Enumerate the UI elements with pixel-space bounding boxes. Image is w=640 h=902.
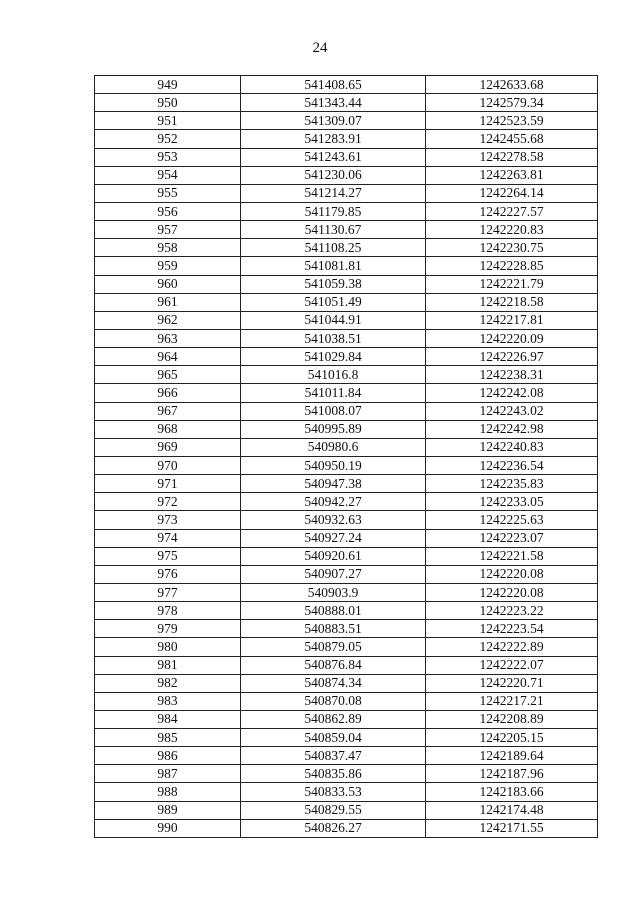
x-coordinate-cell: 540980.6 — [241, 438, 426, 456]
point-number-cell: 968 — [95, 420, 241, 438]
point-number-cell: 949 — [95, 76, 241, 94]
x-coordinate-cell: 541130.67 — [241, 221, 426, 239]
y-coordinate-cell: 1242223.54 — [426, 620, 598, 638]
y-coordinate-cell: 1242263.81 — [426, 166, 598, 184]
table-row — [95, 529, 598, 547]
table-row — [95, 692, 598, 710]
x-coordinate-cell: 540932.63 — [241, 511, 426, 529]
point-number-cell: 974 — [95, 529, 241, 547]
y-coordinate-cell: 1242242.98 — [426, 420, 598, 438]
y-coordinate-cell: 1242228.85 — [426, 257, 598, 275]
point-number-cell: 955 — [95, 184, 241, 202]
table-row — [95, 348, 598, 366]
table-row — [95, 311, 598, 329]
y-coordinate-cell: 1242240.83 — [426, 438, 598, 456]
point-number-cell: 961 — [95, 293, 241, 311]
table-row — [95, 402, 598, 420]
y-coordinate-cell: 1242222.07 — [426, 656, 598, 674]
point-number-cell: 959 — [95, 257, 241, 275]
y-coordinate-cell: 1242235.83 — [426, 475, 598, 493]
table-row — [95, 747, 598, 765]
x-coordinate-cell: 540879.05 — [241, 638, 426, 656]
point-number-cell: 978 — [95, 602, 241, 620]
y-coordinate-cell: 1242220.83 — [426, 221, 598, 239]
table-row — [95, 166, 598, 184]
point-number-cell: 964 — [95, 348, 241, 366]
table-row — [95, 76, 598, 94]
x-coordinate-cell: 540888.01 — [241, 602, 426, 620]
table-row — [95, 602, 598, 620]
point-number-cell: 980 — [95, 638, 241, 656]
point-number-cell: 970 — [95, 456, 241, 474]
table-row — [95, 493, 598, 511]
table-row — [95, 547, 598, 565]
point-number-cell: 967 — [95, 402, 241, 420]
table-row — [95, 638, 598, 656]
x-coordinate-cell: 541081.81 — [241, 257, 426, 275]
point-number-cell: 986 — [95, 747, 241, 765]
y-coordinate-cell: 1242183.66 — [426, 783, 598, 801]
table-row — [95, 275, 598, 293]
x-coordinate-cell: 540870.08 — [241, 692, 426, 710]
y-coordinate-cell: 1242242.08 — [426, 384, 598, 402]
point-number-cell: 990 — [95, 819, 241, 837]
x-coordinate-cell: 540859.04 — [241, 729, 426, 747]
x-coordinate-cell: 540833.53 — [241, 783, 426, 801]
x-coordinate-cell: 541044.91 — [241, 311, 426, 329]
table-row — [95, 329, 598, 347]
x-coordinate-cell: 541230.06 — [241, 166, 426, 184]
page-number: 24 — [312, 40, 328, 56]
y-coordinate-cell: 1242220.08 — [426, 583, 598, 601]
x-coordinate-cell: 541051.49 — [241, 293, 426, 311]
x-coordinate-cell: 541108.25 — [241, 239, 426, 257]
point-number-cell: 950 — [95, 94, 241, 112]
x-coordinate-cell: 541343.44 — [241, 94, 426, 112]
table-row — [95, 801, 598, 819]
table-row — [95, 384, 598, 402]
y-coordinate-cell: 1242230.75 — [426, 239, 598, 257]
y-coordinate-cell: 1242223.22 — [426, 602, 598, 620]
point-number-cell: 972 — [95, 493, 241, 511]
y-coordinate-cell: 1242220.71 — [426, 674, 598, 692]
table-row — [95, 293, 598, 311]
x-coordinate-cell: 541179.85 — [241, 202, 426, 220]
y-coordinate-cell: 1242174.48 — [426, 801, 598, 819]
x-coordinate-cell: 540947.38 — [241, 475, 426, 493]
point-number-cell: 965 — [95, 366, 241, 384]
y-coordinate-cell: 1242205.15 — [426, 729, 598, 747]
y-coordinate-cell: 1242187.96 — [426, 765, 598, 783]
y-coordinate-cell: 1242218.58 — [426, 293, 598, 311]
point-number-cell: 977 — [95, 583, 241, 601]
table-row — [95, 511, 598, 529]
y-coordinate-cell: 1242455.68 — [426, 130, 598, 148]
y-coordinate-cell: 1242243.02 — [426, 402, 598, 420]
table-row — [95, 112, 598, 130]
y-coordinate-cell: 1242217.81 — [426, 311, 598, 329]
y-coordinate-cell: 1242217.21 — [426, 692, 598, 710]
y-coordinate-cell: 1242238.31 — [426, 366, 598, 384]
y-coordinate-cell: 1242236.54 — [426, 456, 598, 474]
point-number-cell: 971 — [95, 475, 241, 493]
y-coordinate-cell: 1242264.14 — [426, 184, 598, 202]
table-row — [95, 765, 598, 783]
table-row — [95, 221, 598, 239]
table-row — [95, 674, 598, 692]
point-number-cell: 973 — [95, 511, 241, 529]
y-coordinate-cell: 1242226.97 — [426, 348, 598, 366]
point-number-cell: 981 — [95, 656, 241, 674]
table-row — [95, 783, 598, 801]
x-coordinate-cell: 541243.61 — [241, 148, 426, 166]
x-coordinate-cell: 540950.19 — [241, 456, 426, 474]
point-number-cell: 956 — [95, 202, 241, 220]
table-row — [95, 456, 598, 474]
x-coordinate-cell: 540835.86 — [241, 765, 426, 783]
point-number-cell: 957 — [95, 221, 241, 239]
x-coordinate-cell: 540826.27 — [241, 819, 426, 837]
x-coordinate-cell: 540907.27 — [241, 565, 426, 583]
y-coordinate-cell: 1242208.89 — [426, 710, 598, 728]
point-number-cell: 954 — [95, 166, 241, 184]
y-coordinate-cell: 1242223.07 — [426, 529, 598, 547]
x-coordinate-cell: 540862.89 — [241, 710, 426, 728]
point-number-cell: 958 — [95, 239, 241, 257]
y-coordinate-cell: 1242222.89 — [426, 638, 598, 656]
x-coordinate-cell: 541016.8 — [241, 366, 426, 384]
y-coordinate-cell: 1242579.34 — [426, 94, 598, 112]
y-coordinate-cell: 1242220.08 — [426, 565, 598, 583]
x-coordinate-cell: 541011.84 — [241, 384, 426, 402]
point-number-cell: 975 — [95, 547, 241, 565]
point-number-cell: 969 — [95, 438, 241, 456]
table-row — [95, 366, 598, 384]
point-number-cell: 987 — [95, 765, 241, 783]
table-row — [95, 148, 598, 166]
table-row — [95, 130, 598, 148]
point-number-cell: 979 — [95, 620, 241, 638]
table-row — [95, 202, 598, 220]
table-row — [95, 565, 598, 583]
table-row — [95, 239, 598, 257]
table-row — [95, 475, 598, 493]
point-number-cell: 963 — [95, 329, 241, 347]
y-coordinate-cell: 1242227.57 — [426, 202, 598, 220]
point-number-cell: 966 — [95, 384, 241, 402]
y-coordinate-cell: 1242221.79 — [426, 275, 598, 293]
table-row — [95, 420, 598, 438]
x-coordinate-cell: 541309.07 — [241, 112, 426, 130]
y-coordinate-cell: 1242220.09 — [426, 329, 598, 347]
table-row — [95, 583, 598, 601]
x-coordinate-cell: 540829.55 — [241, 801, 426, 819]
table-row — [95, 438, 598, 456]
table-row — [95, 184, 598, 202]
table-row — [95, 257, 598, 275]
point-number-cell: 984 — [95, 710, 241, 728]
x-coordinate-cell: 541029.84 — [241, 348, 426, 366]
table-row — [95, 710, 598, 728]
x-coordinate-cell: 540874.34 — [241, 674, 426, 692]
x-coordinate-cell: 541059.38 — [241, 275, 426, 293]
table-row — [95, 94, 598, 112]
x-coordinate-cell: 540920.61 — [241, 547, 426, 565]
point-number-cell: 952 — [95, 130, 241, 148]
x-coordinate-cell: 540837.47 — [241, 747, 426, 765]
x-coordinate-cell: 540995.89 — [241, 420, 426, 438]
point-number-cell: 983 — [95, 692, 241, 710]
x-coordinate-cell: 540876.84 — [241, 656, 426, 674]
point-number-cell: 982 — [95, 674, 241, 692]
y-coordinate-cell: 1242278.58 — [426, 148, 598, 166]
table-row — [95, 620, 598, 638]
y-coordinate-cell: 1242523.59 — [426, 112, 598, 130]
point-number-cell: 962 — [95, 311, 241, 329]
x-coordinate-cell: 541214.27 — [241, 184, 426, 202]
y-coordinate-cell: 1242225.63 — [426, 511, 598, 529]
table-row — [95, 729, 598, 747]
point-number-cell: 989 — [95, 801, 241, 819]
y-coordinate-cell: 1242233.05 — [426, 493, 598, 511]
x-coordinate-cell: 540883.51 — [241, 620, 426, 638]
y-coordinate-cell: 1242633.68 — [426, 76, 598, 94]
x-coordinate-cell: 540927.24 — [241, 529, 426, 547]
coordinates-table-body — [95, 76, 598, 838]
x-coordinate-cell: 540942.27 — [241, 493, 426, 511]
coordinates-table — [94, 75, 598, 838]
point-number-cell: 953 — [95, 148, 241, 166]
y-coordinate-cell: 1242189.64 — [426, 747, 598, 765]
x-coordinate-cell: 541283.91 — [241, 130, 426, 148]
table-row — [95, 656, 598, 674]
point-number-cell: 976 — [95, 565, 241, 583]
y-coordinate-cell: 1242221.58 — [426, 547, 598, 565]
x-coordinate-cell: 541008.07 — [241, 402, 426, 420]
point-number-cell: 951 — [95, 112, 241, 130]
point-number-cell: 985 — [95, 729, 241, 747]
x-coordinate-cell: 541038.51 — [241, 329, 426, 347]
table-row — [95, 819, 598, 837]
point-number-cell: 960 — [95, 275, 241, 293]
x-coordinate-cell: 540903.9 — [241, 583, 426, 601]
point-number-cell: 988 — [95, 783, 241, 801]
x-coordinate-cell: 541408.65 — [241, 76, 426, 94]
y-coordinate-cell: 1242171.55 — [426, 819, 598, 837]
